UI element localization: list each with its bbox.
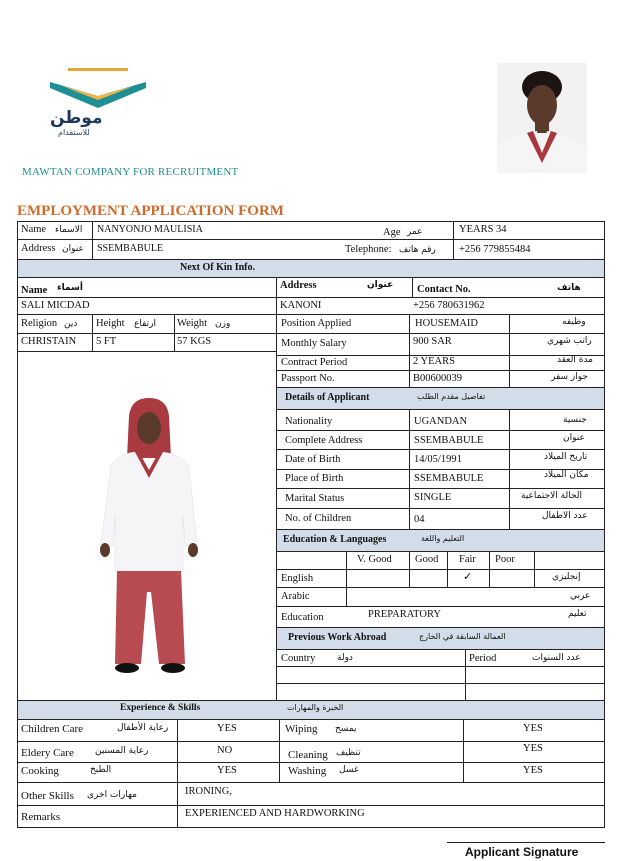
- religion-label-ar: دين: [64, 319, 78, 329]
- age-label-ar: عمر: [407, 227, 423, 237]
- contract-label: Contract Period: [281, 357, 348, 368]
- cooking-label-ar: الطبخ: [90, 765, 112, 775]
- nationality-value: UGANDAN: [414, 416, 468, 427]
- telephone-label-ar: رقم هاتف: [399, 245, 436, 255]
- passport-label-ar: جواز سفر: [551, 372, 588, 382]
- previous-work-header: Previous Work Abroad: [288, 632, 387, 643]
- cleaning-label-ar: تنظيف: [336, 748, 361, 758]
- position-value: HOUSEMAID: [415, 318, 478, 329]
- passport-value: B00600039: [413, 373, 463, 384]
- nationality-label: Nationality: [285, 416, 333, 427]
- height-value: 5 FT: [96, 336, 117, 347]
- signature-label: Applicant Signature: [465, 845, 579, 859]
- weight-label-ar: وزن: [215, 319, 231, 329]
- wiping-label: Wiping: [285, 723, 318, 735]
- english-label-ar: إنجليزي: [552, 572, 581, 582]
- passport-label: Passport No.: [281, 373, 335, 384]
- kin-address-value: KANONI: [280, 300, 322, 311]
- details-header-ar: تفاصيل مقدم الطلب: [417, 392, 486, 401]
- complete-address-value: SSEMBABULE: [414, 435, 484, 446]
- experience-header: Experience & Skills: [120, 703, 201, 713]
- other-skills-label-ar: مهارات اخرى: [87, 790, 137, 800]
- address-label: Address: [21, 243, 56, 254]
- children-value: 04: [414, 514, 425, 525]
- col-vgood: V. Good: [357, 554, 392, 565]
- country-label: Country: [281, 653, 316, 664]
- period-label-ar: عدد السنوات: [532, 653, 581, 663]
- kin-contact-label: Contact No.: [417, 284, 471, 295]
- dob-label: Date of Birth: [285, 454, 341, 465]
- name-value: NANYONJO MAULISIA: [97, 224, 203, 235]
- kin-contact-label-ar: هاتف: [557, 283, 581, 293]
- wiping-label-ar: يمسح: [335, 724, 357, 734]
- cooking-value: YES: [217, 765, 237, 776]
- other-skills-value: IRONING,: [185, 786, 232, 797]
- dob-value: 14/05/1991: [414, 454, 462, 465]
- col-poor: Poor: [495, 554, 515, 565]
- education-value: PREPARATORY: [368, 609, 441, 620]
- children-label-ar: عدد الاطفال: [542, 511, 588, 521]
- education-header-ar: التعليم واللغة: [421, 534, 465, 543]
- details-header: Details of Applicant: [285, 392, 370, 403]
- dob-label-ar: تاريخ الميلاد: [544, 452, 588, 462]
- contract-value: 2 YEARS: [413, 356, 455, 367]
- cleaning-label: Cleaning: [288, 749, 328, 761]
- experience-header-ar: الخبرة والمهارات: [287, 703, 344, 712]
- application-form: [17, 221, 605, 828]
- children-care-label-ar: رعاية الأطفال: [117, 723, 169, 733]
- logo-arabic-sub: للاستقدام: [58, 128, 90, 137]
- washing-label-ar: غسل: [339, 765, 359, 775]
- weight-label: Weight: [177, 318, 208, 329]
- complete-address-label-ar: عنوان: [563, 433, 585, 443]
- children-care-value: YES: [217, 723, 237, 734]
- pob-label-ar: مكان الميلاد: [544, 470, 589, 480]
- telephone-value: +256 779855484: [459, 244, 531, 255]
- applicant-portrait: [497, 63, 587, 173]
- washing-label: Washing: [288, 765, 327, 777]
- col-good: Good: [415, 554, 439, 565]
- salary-label: Monthly Salary: [281, 338, 347, 349]
- remarks-label: Remarks: [21, 811, 61, 823]
- children-label: No. of Children: [285, 513, 352, 524]
- washing-value: YES: [523, 765, 543, 776]
- next-of-kin-header: Next Of Kin Info.: [180, 262, 255, 273]
- name-label: Name: [21, 224, 47, 235]
- religion-label: Religion: [21, 318, 58, 329]
- company-logo: [48, 66, 148, 141]
- kin-name-label-ar: أسماء: [57, 283, 83, 293]
- form-title: EMPLOYMENT APPLICATION FORM: [17, 203, 284, 219]
- logo-arabic-name: موطن: [50, 108, 103, 128]
- arabic-label-ar: عربي: [570, 591, 591, 601]
- kin-address-label: Address: [280, 280, 317, 291]
- pob-label: Place of Birth: [285, 473, 344, 484]
- eldery-care-label: Eldery Care: [21, 747, 74, 759]
- complete-address-label: Complete Address: [285, 435, 363, 446]
- english-mark: ✓: [463, 570, 473, 583]
- age-label: Age: [383, 227, 401, 238]
- height-label-ar: ارتفاع: [134, 319, 157, 329]
- education-label: Education: [281, 612, 324, 623]
- marital-label-ar: الحالة الاجتماعية: [521, 491, 582, 501]
- children-care-label: Children Care: [21, 723, 84, 735]
- religion-value: CHRISTAIN: [21, 336, 77, 347]
- nationality-label-ar: جنسية: [563, 415, 587, 425]
- education-header: Education & Languages: [283, 534, 387, 545]
- salary-label-ar: راتب شهري: [547, 336, 592, 346]
- position-label: Position Applied: [281, 318, 352, 329]
- address-label-ar: عنوان: [62, 244, 84, 254]
- cooking-label: Cooking: [21, 765, 59, 777]
- kin-name-value: SALI MICDAD: [21, 300, 90, 311]
- applicant-full-body-photo: [97, 396, 207, 678]
- arabic-label: Arabic: [281, 591, 310, 602]
- name-label-ar: الاسماء: [55, 225, 83, 235]
- country-label-ar: دولة: [337, 653, 353, 663]
- address-value: SSEMBABULE: [97, 243, 164, 254]
- kin-name-label: Name: [21, 285, 48, 296]
- wiping-value: YES: [523, 723, 543, 734]
- other-skills-label: Other Skills: [21, 790, 74, 802]
- marital-value: SINGLE: [414, 492, 452, 503]
- remarks-value: EXPERIENCED AND HARDWORKING: [185, 808, 365, 819]
- weight-value: 57 KGS: [177, 336, 212, 347]
- marital-label: Marital Status: [285, 493, 345, 504]
- position-label-ar: وظيفه: [562, 317, 586, 327]
- eldery-care-value: NO: [217, 745, 233, 756]
- salary-value: 900 SAR: [413, 336, 452, 347]
- telephone-label: Telephone:: [345, 244, 392, 255]
- previous-work-header-ar: العمالة السابقة في الخارج: [419, 632, 506, 641]
- pob-value: SSEMBABULE: [414, 473, 484, 484]
- period-label: Period: [469, 653, 497, 664]
- english-label: English: [281, 573, 314, 584]
- company-name: MAWTAN COMPANY FOR RECRUITMENT: [22, 166, 239, 178]
- col-fair: Fair: [459, 554, 476, 565]
- cleaning-value: YES: [523, 743, 543, 754]
- eldery-care-label-ar: رعاية المسنين: [95, 746, 149, 756]
- contract-label-ar: مدة العقد: [557, 355, 593, 365]
- education-label-ar: تعليم: [568, 609, 587, 619]
- signature-line: [447, 842, 605, 843]
- height-label: Height: [96, 318, 125, 329]
- kin-contact-value: +256 780631962: [413, 300, 485, 311]
- age-value: YEARS 34: [459, 224, 507, 235]
- kin-address-label-ar: عنوان: [367, 280, 394, 290]
